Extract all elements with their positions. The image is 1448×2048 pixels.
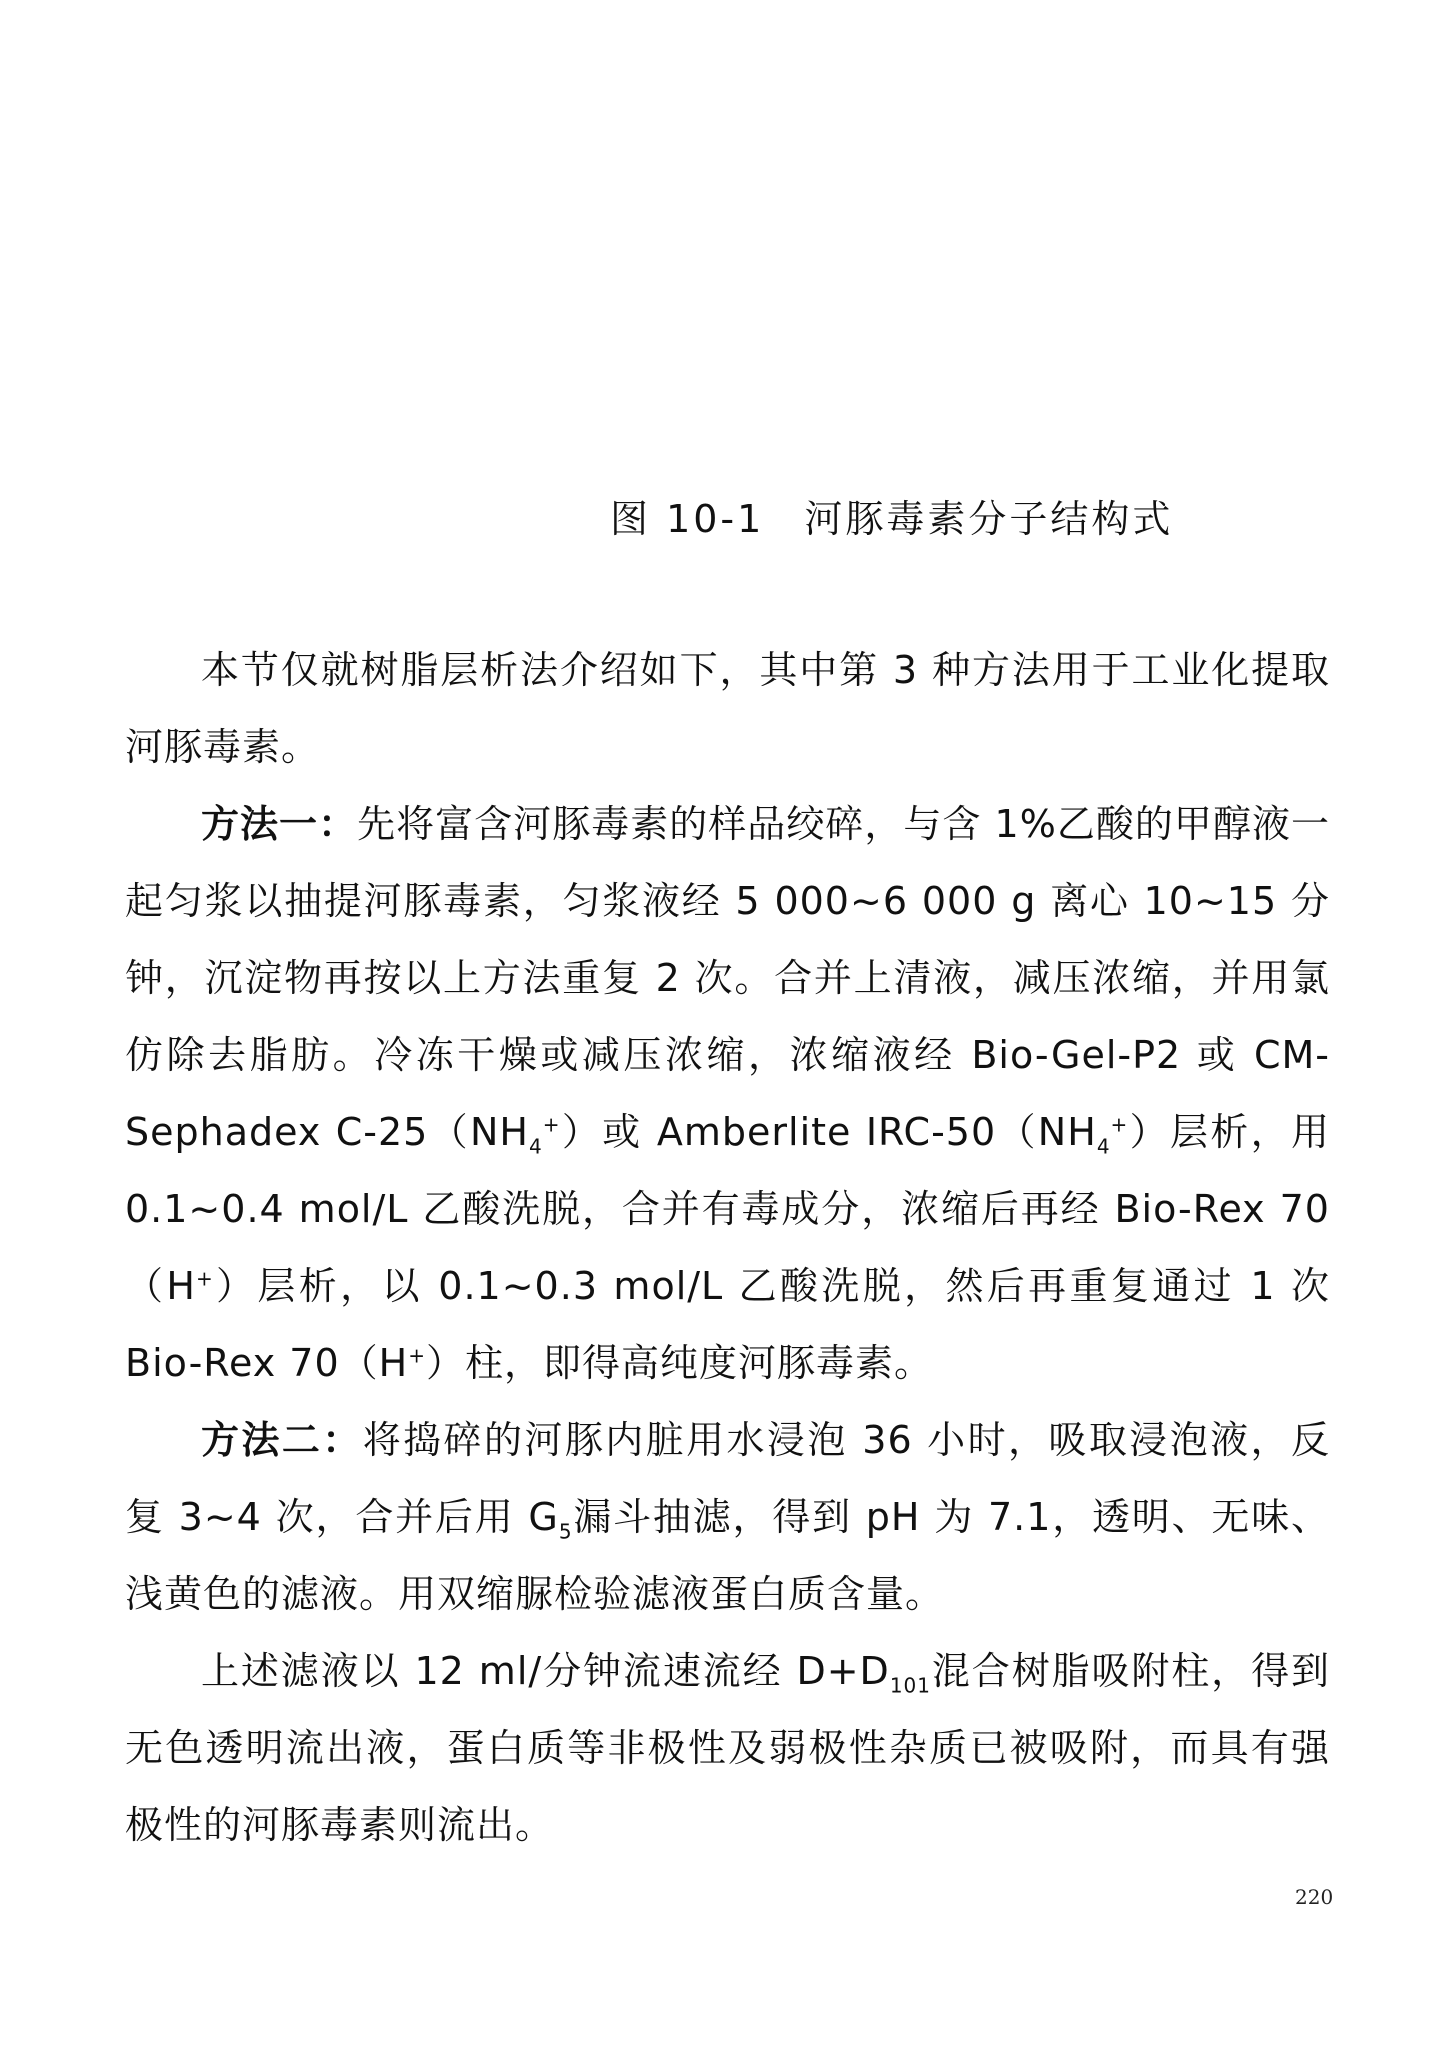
method-two-cont-text-2: 混合树脂吸附柱，得到无色透明流出液，蛋白质等非极性及弱极性杂质已被吸附，而具有强极性的河豚毒素则流出。 xyxy=(125,1649,1330,1847)
h-superscript-2: + xyxy=(408,1343,426,1368)
method-one-text-1: 先将富含河豚毒素的样品绞碎，与含 1%乙酸的甲醇液一起匀浆以抽提河豚毒素，匀浆液经 5 000~6 000 g 离心 10~15 分钟，沉淀物再按以上方法重复 2 次。合并上清液，减压浓缩，并用氯仿除去脂肪。冷冻干燥或减压浓缩，浓缩液经 Bio-Gel-P2 或 CM-Sephadex C-25（NH xyxy=(125,802,1330,1154)
paragraph-intro xyxy=(125,632,1330,786)
paragraph-method-one xyxy=(125,786,1330,1402)
h-superscript-1: + xyxy=(195,1266,214,1291)
method-one-text-2: ）或 Amberlite IRC-50（NH xyxy=(560,1110,1097,1154)
method-one-text-3: ）层析，用 0.1~0.4 mol/L 乙酸洗脱，合并有毒成分，浓缩后再经 Bio-Rex 70（H xyxy=(125,1110,1330,1308)
method-one-text-4: ）层析，以 0.1~0.3 mol/L 乙酸洗脱，然后再重复通过 1 次 Bio-Rex 70（H xyxy=(125,1264,1330,1385)
figure-caption xyxy=(610,488,1173,543)
body-text xyxy=(125,632,1330,1864)
g5-subscript: 5 xyxy=(558,1519,573,1544)
method-two-cont-text-1: 上述滤液以 12 ml/分钟流速流经 D+D xyxy=(201,1649,890,1693)
figure-caption-title: 河豚毒素分子结构式 xyxy=(804,497,1174,541)
method-one-heading: 方法一： xyxy=(201,802,358,846)
page-number: 220 xyxy=(1295,1885,1334,1909)
nh4-subscript-1: 4 xyxy=(528,1134,543,1159)
d101-subscript: 101 xyxy=(889,1673,931,1698)
nh4-superscript-2: + xyxy=(1110,1112,1129,1137)
method-two-heading: 方法二： xyxy=(201,1418,363,1462)
paragraph-intro-text: 本节仅就树脂层析法介绍如下，其中第 3 种方法用于工业化提取河豚毒素。 xyxy=(125,648,1330,769)
nh4-superscript-1: + xyxy=(542,1112,561,1137)
method-one-text-5: ）柱，即得高纯度河豚毒素。 xyxy=(425,1341,933,1385)
figure-caption-number: 图 10-1 xyxy=(610,497,765,541)
figure-placeholder xyxy=(125,60,1325,460)
paragraph-method-two xyxy=(125,1402,1330,1633)
paragraph-method-two-continued xyxy=(125,1633,1330,1864)
nh4-subscript-2: 4 xyxy=(1096,1134,1111,1159)
method-two-text-2: 漏斗抽滤，得到 pH 为 7.1，透明、无味、浅黄色的滤液。用双缩脲检验滤液蛋白质含量。 xyxy=(125,1495,1330,1616)
method-two-text-1: 将捣碎的河豚内脏用水浸泡 36 小时，吸取浸泡液，反复 3~4 次，合并后用 G xyxy=(125,1418,1330,1539)
